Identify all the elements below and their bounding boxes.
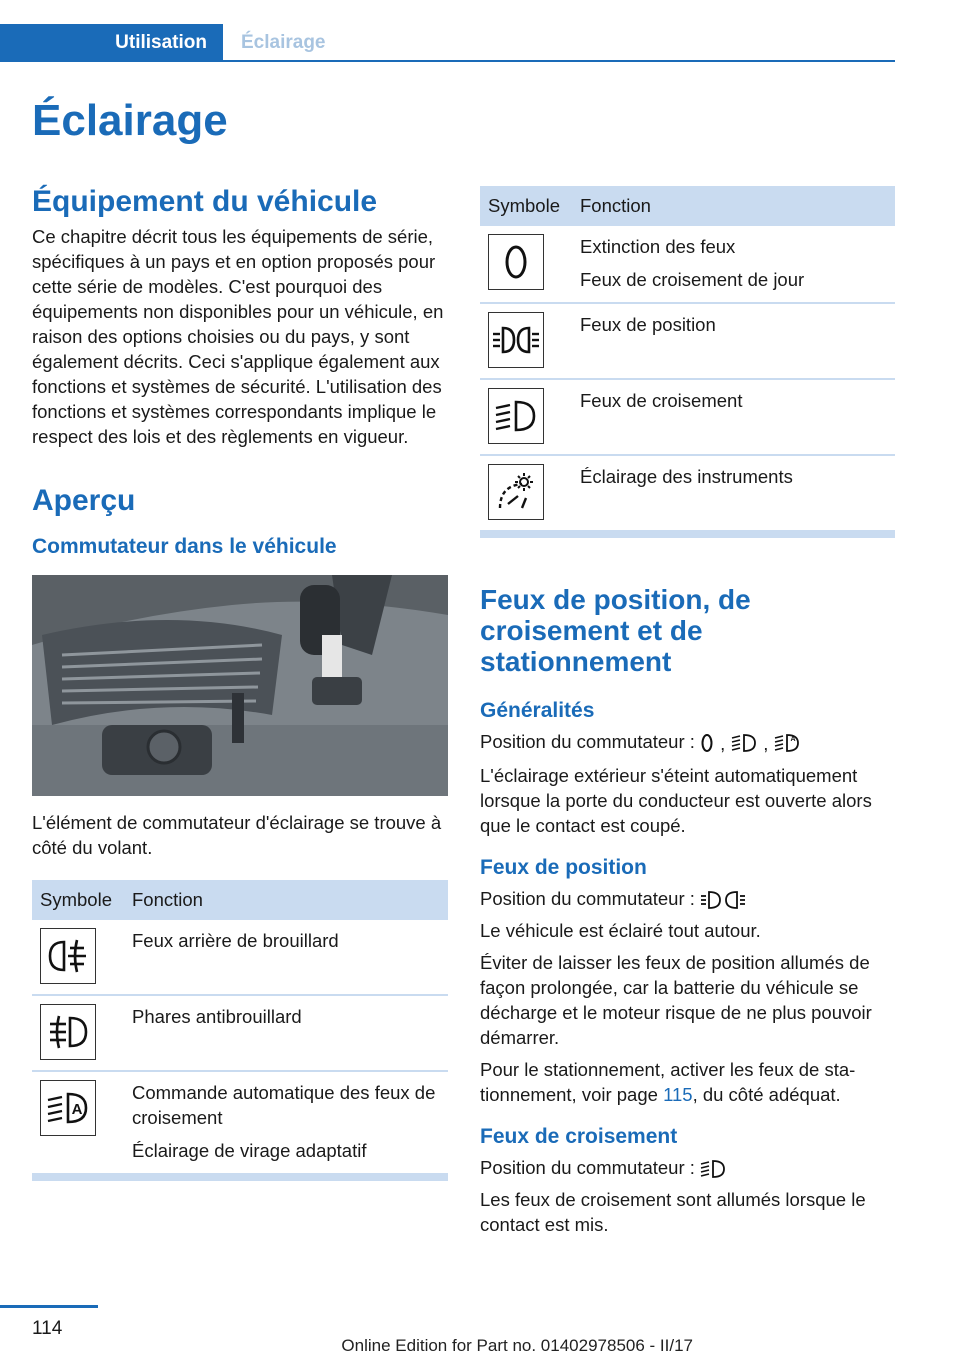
equipment-title: Équipement du véhicule [32, 185, 378, 218]
table-row [480, 226, 895, 303]
lights-off-icon [488, 234, 544, 290]
function-text: Feux de croisement de jour [580, 269, 805, 290]
table-header-symbol: Symbole [480, 186, 572, 226]
parking-switch-position [480, 886, 895, 911]
table-end-bar [480, 532, 895, 538]
parking-light-icon [700, 889, 746, 911]
table-row [480, 303, 895, 379]
left-symbol-table [32, 880, 448, 1175]
left-column [32, 184, 448, 1181]
function-text: Éclairage de virage adaptatif [132, 1140, 367, 1161]
parking-text-3a: Pour le stationnement, activer les feux de stationnement, voir page [480, 1058, 856, 1105]
header-bar [0, 24, 895, 62]
low-beam-icon [488, 388, 544, 444]
switch-title: Commutateur dans le véhicule [32, 535, 337, 558]
edition-text: Online Edition for Part no. 01402978506 - II/17 [341, 1336, 693, 1355]
separator: , [720, 732, 726, 754]
function-text: Feux de croisement [580, 390, 743, 411]
parking-light-icon [488, 312, 544, 368]
rear-fog-light-icon [40, 928, 96, 984]
front-fog-light-icon [40, 1004, 96, 1060]
function-text: Feux de position [580, 314, 716, 335]
page-number: 114 [32, 1318, 63, 1339]
low-beam-icon [700, 1158, 726, 1180]
page-number-bar [0, 1305, 98, 1308]
dashboard-photo [32, 575, 448, 796]
function-text: Phares antibrouillard [132, 1006, 302, 1027]
table-row [32, 1071, 448, 1174]
switch-position-label: Position du commutateur : [480, 731, 695, 752]
table-row [32, 920, 448, 995]
table-header-function: Fonction [572, 186, 895, 226]
equipment-text: Ce chapitre décrit tous les équipements de série, spécifiques à un pays et en option proposés pour cette série de modèles. C'est pourquoi des équipements non disponibles pour un véhicule, en raison des options choisies ou du pays, y sont également décrits. Ceci s'applique également aux fonctions et systèmes de sécurité. L'utilisation des fonctions et systèmes correspondants implique le respect des lois et des règlements en vigueur. [32, 226, 444, 447]
auto-headlight-icon [40, 1080, 96, 1136]
overview-title: Aperçu [32, 484, 136, 517]
table-row [32, 995, 448, 1071]
table-row [480, 455, 895, 531]
parking-text-1: Le véhicule est éclairé tout autour. [480, 919, 761, 941]
function-text: Commande automatique des feux de croisement [132, 1082, 436, 1128]
parking-text-3b: , du côté adéquat. [692, 1083, 841, 1105]
page-title: Éclairage [32, 96, 228, 145]
general-switch-position [480, 729, 895, 756]
right-column [480, 186, 895, 1244]
low-beam-text: Les feux de croisement sont allumés lorsque le contact est mis. [480, 1188, 866, 1235]
separator: , [763, 732, 769, 754]
switch-position-label: Position du commutateur : [480, 1156, 695, 1178]
table-header-symbol: Symbole [32, 880, 124, 920]
right-symbol-table [480, 186, 895, 532]
general-title: Généralités [480, 699, 595, 722]
header-tab-active[interactable]: Utilisation [0, 24, 223, 62]
function-text: Extinction des feux [580, 236, 736, 257]
low-beam-switch-position [480, 1155, 895, 1180]
function-text: Éclairage des instruments [580, 466, 793, 487]
low-beam-title: Feux de croisement [480, 1124, 678, 1148]
parking-text-2: Éviter de laisser les feux de position allumés de façon prolongée, car la batterie du véhicule se décharge et le moteur risque de ne plus pouvoir démarrer. [480, 951, 872, 1048]
switch-position-label: Position du commutateur : [480, 887, 695, 909]
table-end-bar [32, 1175, 448, 1181]
function-text: Feux arrière de brouillard [132, 930, 339, 951]
page-link-115[interactable]: 115 [663, 1083, 693, 1105]
auto-headlight-icon [774, 732, 800, 754]
switch-caption: L'élément de commutateur d'éclairage se trouve à côté du volant. [32, 812, 442, 858]
low-beam-icon [731, 732, 757, 754]
parking-lights-title: Feux de position [480, 855, 647, 879]
lights-section-title: Feux de position, de croisement et de stationnement [480, 584, 751, 677]
table-row [480, 379, 895, 455]
parking-text-3 [480, 1057, 895, 1107]
header-tab-inactive[interactable]: Éclairage [241, 32, 326, 53]
general-text: L'éclairage extérieur s'éteint automatiquement lorsque la porte du conducteur est ouverte alors que le contact est coupé. [480, 764, 872, 836]
instrument-lighting-icon [488, 464, 544, 520]
svg-text:A: A [790, 736, 796, 744]
svg-text:A: A [71, 1101, 83, 1118]
table-header-function: Fonction [124, 880, 448, 920]
lights-off-icon [700, 732, 714, 754]
